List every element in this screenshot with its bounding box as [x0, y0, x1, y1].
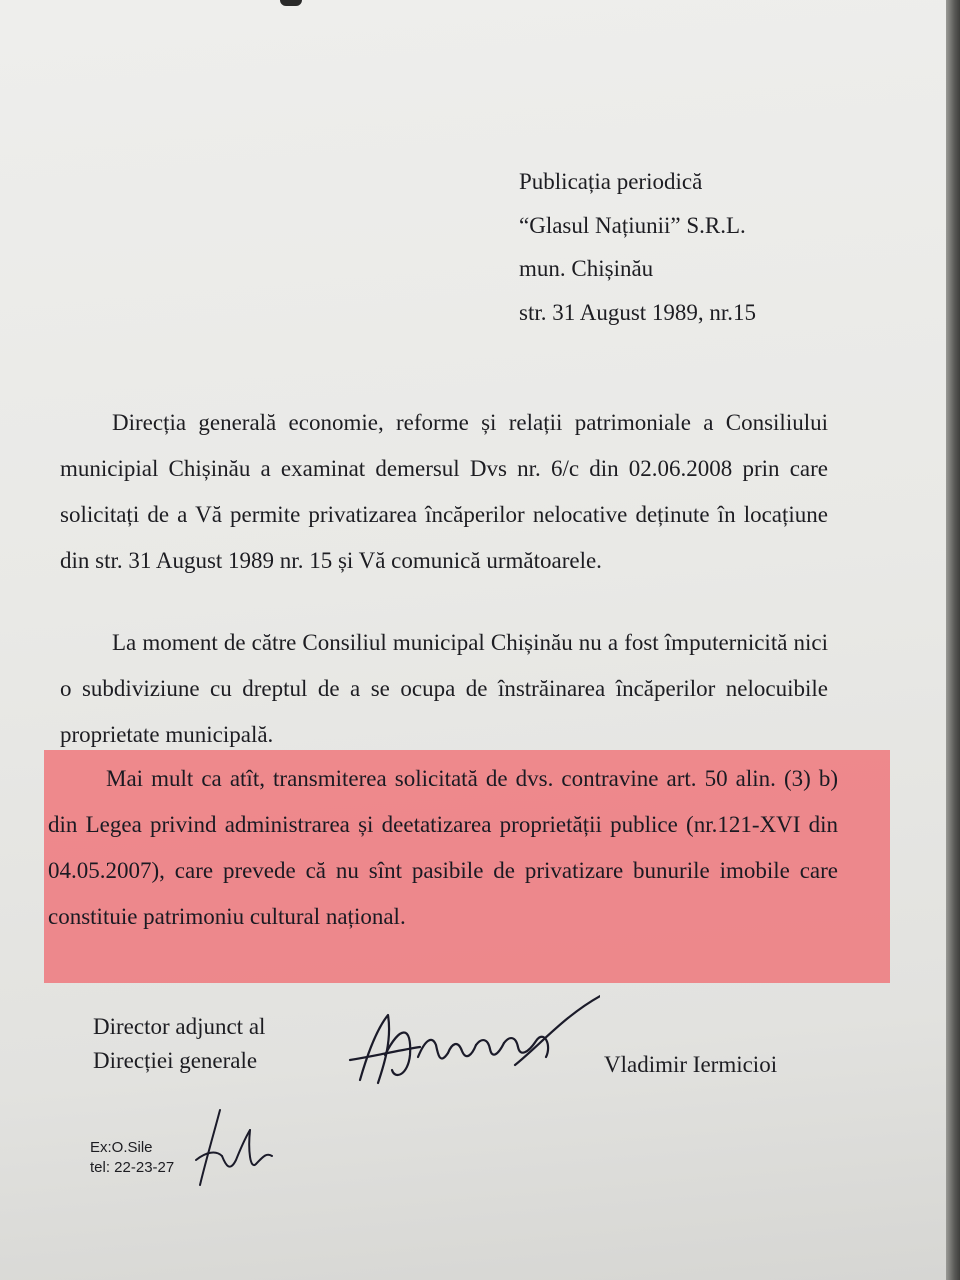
- addressee-street: str. 31 August 1989, nr.15: [519, 299, 757, 325]
- executor-name: Ex:O.Sile: [90, 1139, 153, 1156]
- signatory-title-line-1: Director adjunct al: [93, 1014, 266, 1039]
- paper-edge-shadow: [946, 0, 960, 1280]
- body-paragraph-1: Direcția generală economie, reforme și relații patrimoniale a Consiliului municipial Chișinău a examinat demersul Dvs nr. 6/c din 02.06.2008 prin care solicitați de a Vă permite privatizarea încăperilor nelocative deținute în locațiune din str. 31 August 1989 nr. 15 și Vă comunică următoarele.: [60, 410, 828, 573]
- addressee-company: “Glasul Națiunii” S.R.L.: [519, 212, 746, 238]
- addressee-city: mun. Chișinău: [519, 256, 654, 281]
- signatory-title-line-2: Direcției generale: [93, 1048, 258, 1073]
- body-paragraph-2: La moment de către Consiliul municipal Chișinău nu a fost împuternicită nici o subdiviziune cu dreptul de a se ocupa de înstrăinarea încăperilor nelocuibile proprietate municipală.: [60, 630, 828, 747]
- body-paragraph-3-highlighted: Mai mult ca atît, transmiterea solicitată de dvs. contravine art. 50 alin. (3) b) din Legea privind administrarea și deetatizarea proprietății publice (nr.121-XVI din 04.05.2007), care prevede că nu sînt pasibile de privatizare bunurile imobile care constituie patrimoniu cultural național.: [48, 766, 838, 929]
- signatory-title: [93, 1010, 265, 1078]
- ink-mark: [280, 0, 302, 6]
- signatory-name: Vladimir Iermicioi: [604, 1052, 778, 1077]
- addressee-block: [519, 160, 899, 334]
- handwritten-signature: [340, 985, 600, 1095]
- executor-phone: tel: 22-23-27: [90, 1159, 175, 1176]
- executor-initials-signature: [192, 1100, 282, 1190]
- executor-info: [90, 1138, 174, 1178]
- addressee-publication: Publicația periodică: [519, 169, 703, 194]
